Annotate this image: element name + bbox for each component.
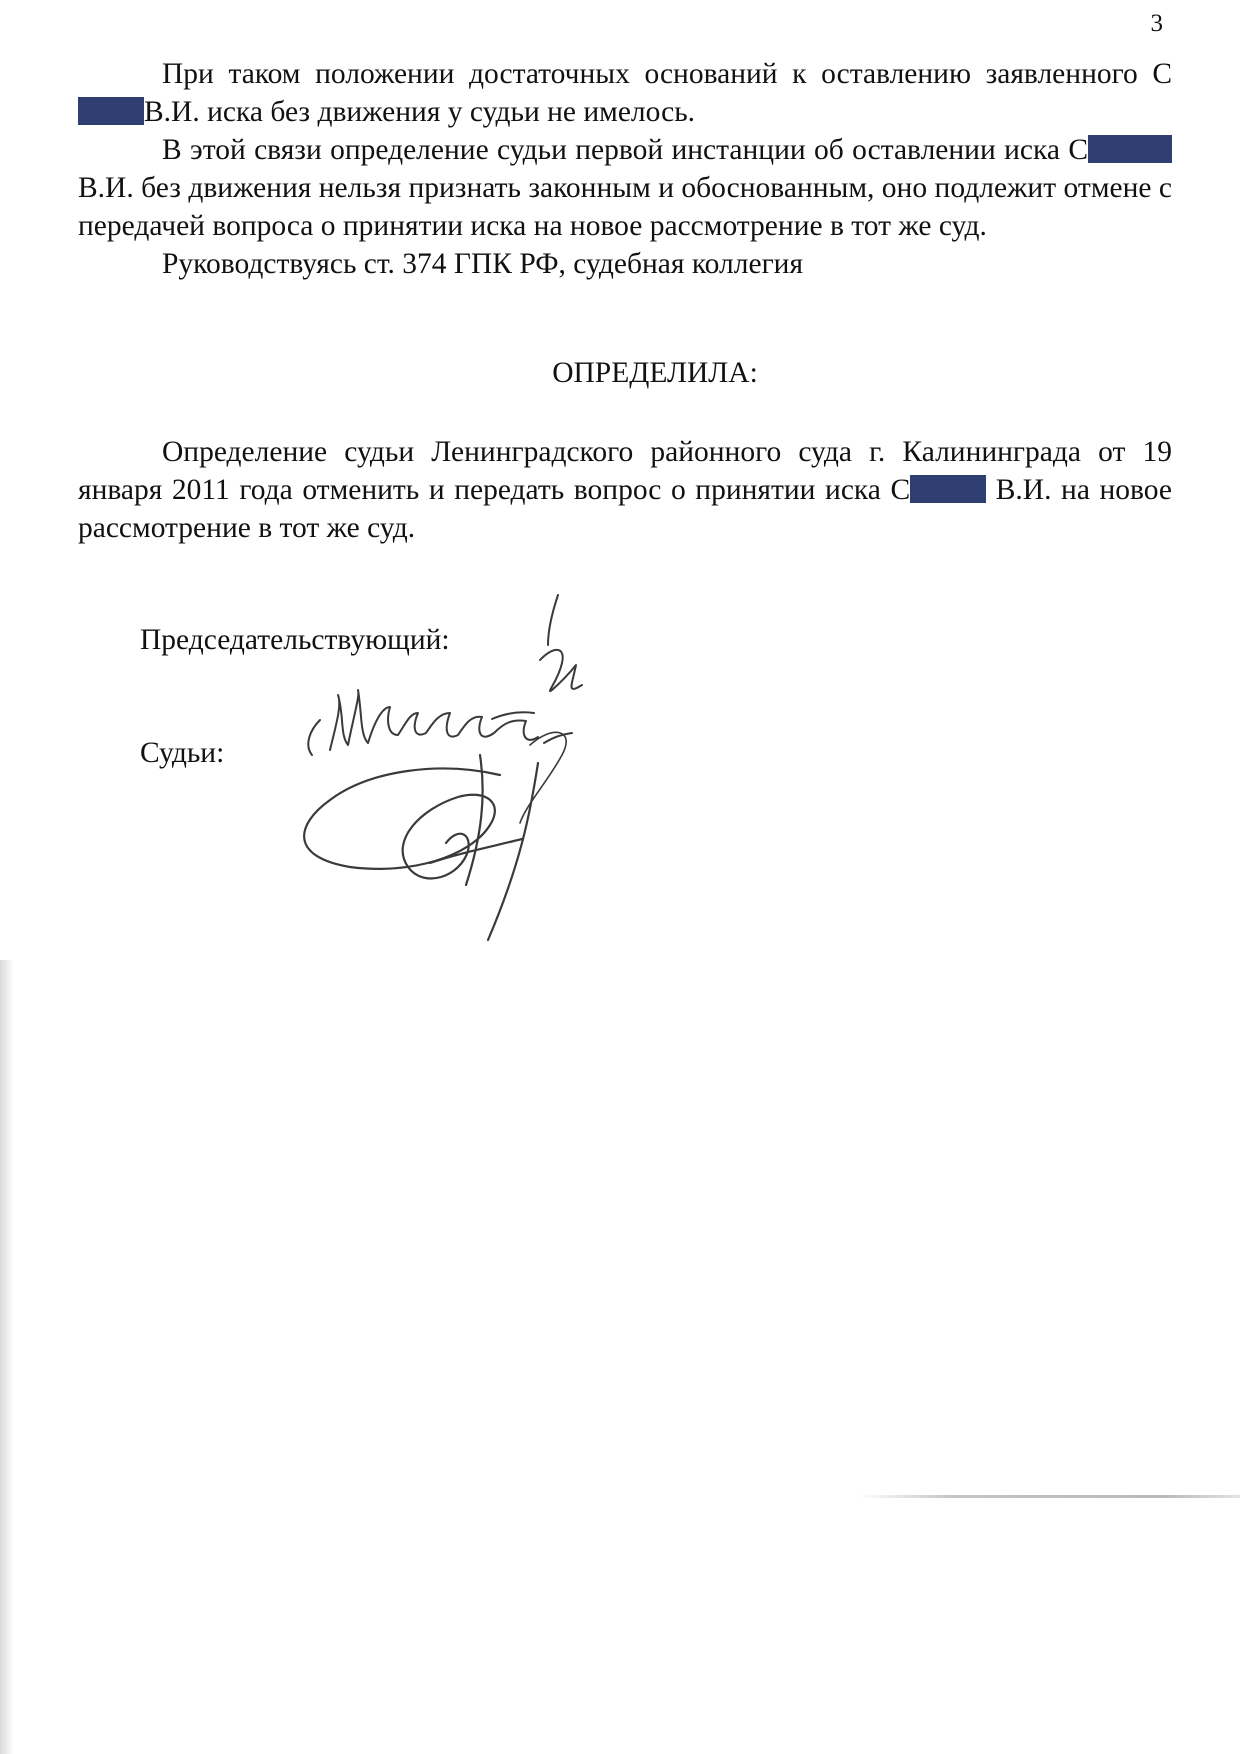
paragraph-1-text-a: При таком положении достаточных оснований к оставлению заявленного С bbox=[162, 58, 1172, 90]
judge-2-flourish bbox=[520, 732, 566, 823]
decision-paragraph bbox=[78, 433, 1172, 547]
redaction-block bbox=[78, 97, 144, 125]
handwritten-signatures bbox=[290, 595, 650, 975]
page-number: 3 bbox=[1150, 10, 1163, 37]
paragraph-2-text-a: В этой связи определение судьи первой инстанции об оставлении иска С bbox=[162, 134, 1088, 166]
decision-text-b: В.И. на новое рассмотрение в тот же суд. bbox=[78, 474, 1172, 544]
judge-2-signature bbox=[304, 755, 538, 940]
document-body bbox=[78, 55, 1172, 283]
scan-edge-shadow bbox=[0, 960, 14, 1754]
judge-1-signature bbox=[308, 690, 572, 755]
decision-text-a: Определение судьи Ленинградского районного суда г. Калининграда от 19 января 2011 года отменить и передать вопрос о принятии иска С bbox=[78, 436, 1172, 506]
chair-signature bbox=[540, 595, 582, 691]
decision-text bbox=[78, 433, 1172, 547]
decision-heading: ОПРЕДЕЛИЛА: bbox=[552, 357, 758, 389]
scan-artifact-line bbox=[858, 1495, 1240, 1498]
paragraph-1-text-b: В.И. иска без движения у судьи не имелось. bbox=[144, 96, 696, 128]
redaction-block bbox=[910, 475, 986, 503]
paragraph-2 bbox=[78, 131, 1172, 245]
paragraph-2-text-b: В.И. без движения нельзя признать законным и обоснованным, оно подлежит отмене с передачей вопроса о принятии иска на новое рассмотрение в тот же суд. bbox=[78, 172, 1172, 242]
chair-signature-label: Председательствующий: bbox=[140, 624, 450, 656]
judges-signature-label: Судьи: bbox=[140, 737, 225, 769]
paragraph-3-text: Руководствуясь ст. 374 ГПК РФ, судебная коллегия bbox=[162, 248, 804, 280]
redaction-block bbox=[1088, 135, 1172, 163]
paragraph-1 bbox=[78, 55, 1172, 131]
paragraph-3 bbox=[78, 245, 1172, 283]
